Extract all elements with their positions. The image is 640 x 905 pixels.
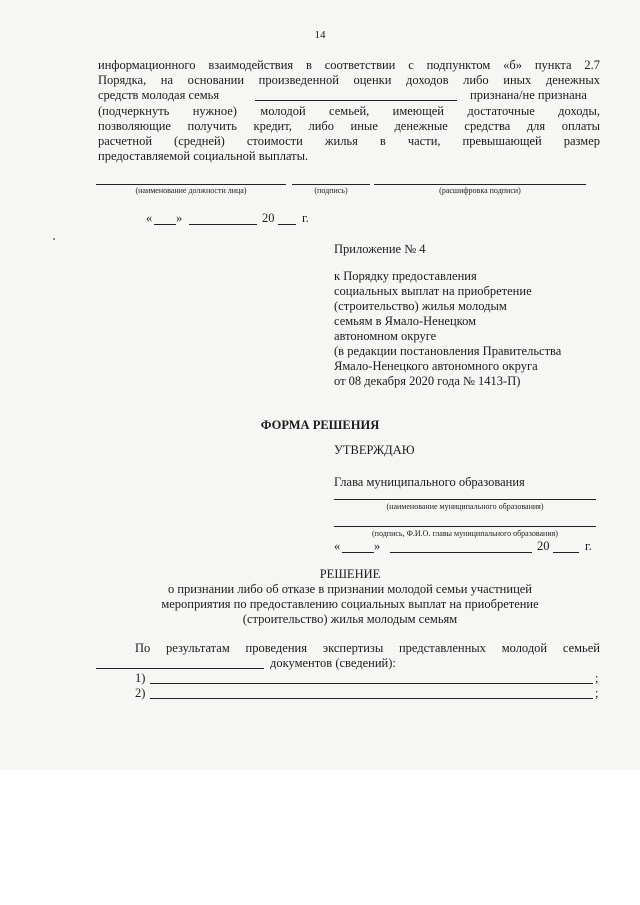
head-signature-caption: (подпись, Ф.И.О. главы муниципального образования)	[372, 529, 558, 538]
decision-sub-1: о признании либо об отказе в признании молодой семьи участницей	[167, 582, 532, 596]
decision-title: РЕШЕНИЕ	[319, 567, 381, 581]
decision-sub-2: мероприятия по предоставлению социальных выплат на приобретение	[161, 597, 539, 611]
date2-close-quote: »	[374, 539, 381, 553]
results-line-1: По результатам проведения экспертизы представленных молодой семьей	[135, 641, 600, 655]
intro-line-1: информационного взаимодействия в соответствии с подпунктом «б» пункта 2.7	[98, 58, 600, 72]
results-family-line	[96, 668, 264, 669]
intro-line-3b: признана/не признана	[470, 88, 587, 102]
results-item-1-line	[150, 683, 593, 684]
signature-caption: (подпись)	[314, 186, 348, 195]
results-line-2: документов (сведений):	[270, 656, 396, 670]
decision-sub-3: (строительство) жилья молодым семьям	[242, 612, 458, 626]
date-year-line	[278, 224, 296, 225]
date-year-prefix: 20	[262, 211, 275, 225]
appendix-line-6: (в редакции постановления Правительства	[334, 344, 562, 358]
date-year-suffix: г.	[302, 211, 309, 225]
approve-head: Глава муниципального образования	[334, 475, 525, 489]
appendix-line-8: от 08 декабря 2020 года № 1413-П)	[334, 374, 521, 388]
appendix-line-3: (строительство) жилья молодым	[334, 299, 507, 313]
date2-open-quote: «	[334, 539, 341, 553]
intro-line-4: (подчеркнуть нужное) молодой семьей, имеющей достаточные доходы,	[98, 104, 600, 118]
appendix-title: Приложение № 4	[334, 242, 426, 256]
appendix-line-1: к Порядку предоставления	[334, 269, 477, 283]
intro-line-2: Порядка, на основании произведенной оценки доходов либо иных денежных	[98, 73, 600, 87]
date2-day-line	[342, 552, 374, 553]
page-number: 14	[314, 29, 326, 41]
appendix-line-2: социальных выплат на приобретение	[334, 284, 532, 298]
intro-line-7: предоставляемой социальной выплаты.	[98, 149, 309, 163]
approve-word: УТВЕРЖДАЮ	[334, 443, 415, 457]
results-item-1-number: 1)	[135, 671, 146, 685]
appendix-line-7: Ямало-Ненецкого автономного округа	[334, 359, 538, 373]
appendix-line-5: автономном округе	[334, 329, 437, 343]
municipality-line	[334, 499, 596, 500]
date2-year-prefix: 20	[537, 539, 550, 553]
decoding-caption: (расшифровка подписи)	[439, 186, 521, 195]
position-line	[96, 184, 286, 185]
date-close-quote: »	[176, 211, 183, 225]
intro-line-5: позволяющие получить кредит, либо иные денежные средства для оплаты	[98, 119, 600, 133]
signature-line	[292, 184, 370, 185]
date2-month-line	[390, 552, 532, 553]
date2-year-suffix: г.	[585, 539, 592, 553]
decoding-line	[374, 184, 586, 185]
date-open-quote: «	[146, 211, 153, 225]
intro-line-6: расчетной (средней) стоимости жилья в части, превышающей размер	[98, 134, 600, 148]
family-name-line	[255, 100, 457, 101]
head-signature-line	[334, 526, 596, 527]
municipality-caption: (наименование муниципального образования)	[386, 502, 544, 511]
results-item-1-end: ;	[595, 671, 599, 685]
position-caption: (наименование должности лица)	[135, 186, 247, 195]
date-month-line	[189, 224, 257, 225]
date-day-line	[154, 224, 176, 225]
form-title: ФОРМА РЕШЕНИЯ	[260, 418, 380, 432]
appendix-line-4: семьям в Ямало-Ненецком	[334, 314, 477, 328]
date2-year-line	[553, 552, 579, 553]
scan-speck	[53, 238, 55, 240]
results-item-2-line	[150, 698, 593, 699]
results-item-2-number: 2)	[135, 686, 146, 700]
intro-line-3a: средств молодая семья	[98, 88, 220, 102]
results-item-2-end: ;	[595, 686, 599, 700]
